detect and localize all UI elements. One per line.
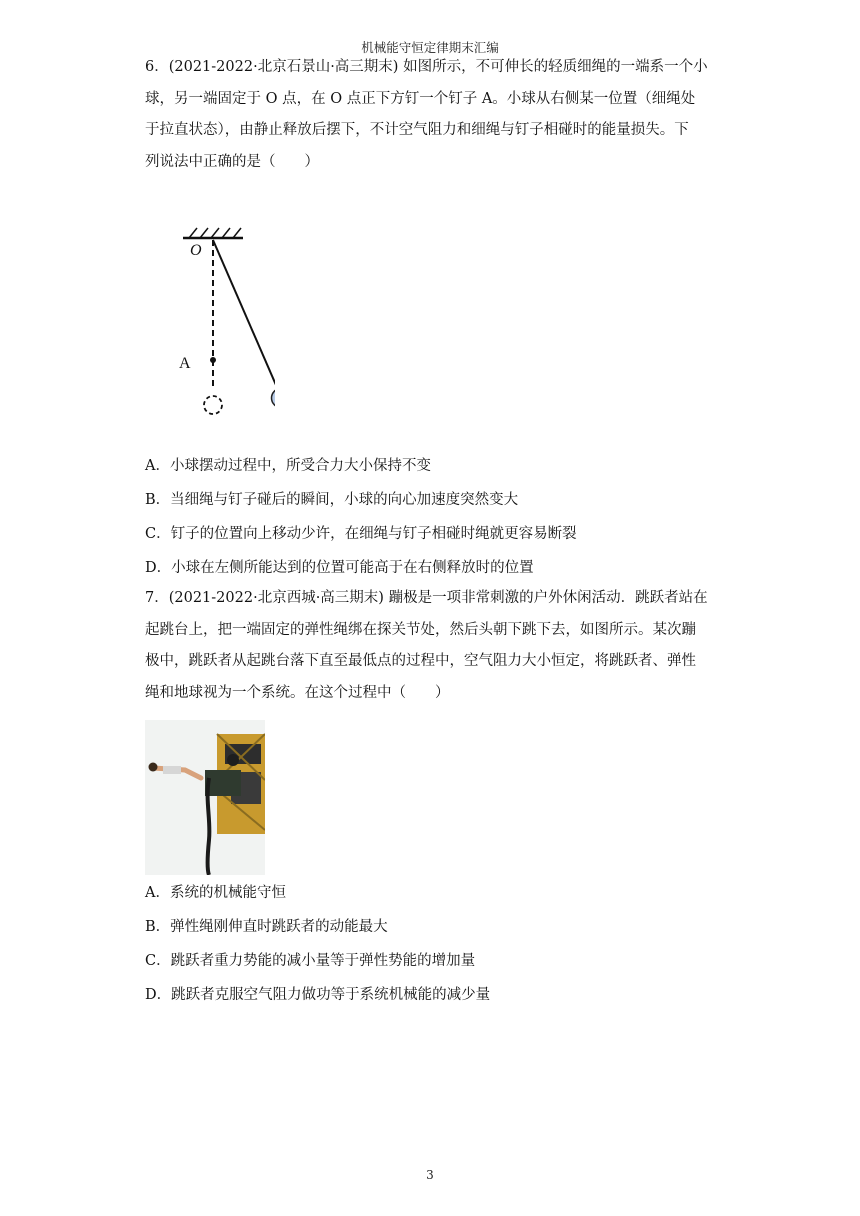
question-7-line: 绳和地球视为一个系统。在这个过程中（ ） [145, 684, 450, 701]
q7-option-c: C．跳跃者重力势能的减小量等于弹性势能的增加量 [145, 953, 476, 969]
question-7-line: 极中，跳跃者从起跳台落下直至最低点的过程中，空气阻力大小恒定，将跳跃者、弹性 [145, 653, 696, 669]
question-6-line: 球，另一端固定于 O 点，在 O 点正下方钉一个钉子 A。小球从右侧某一位置（细绳处 [145, 90, 696, 107]
question-6-line: 于拉直状态），由静止释放后摆下，不计空气阻力和细绳与钉子相碰时的能量损失。下 [145, 122, 689, 138]
q6-option-d: D．小球在左侧所能达到的位置可能高于在右侧释放时的位置 [145, 560, 534, 576]
platform-people [205, 770, 241, 796]
page-header: 机械能守恒定律期末汇编 [361, 40, 499, 55]
ball [272, 389, 276, 408]
question-7-line: 起跳台上，把一端固定的弹性绳绑在探关节处，然后头朝下跳下去，如图所示。某次蹦 [145, 621, 696, 638]
q7-option-b: B．弹性绳刚伸直时跳跃者的动能最大 [145, 919, 388, 935]
q7-option-d: D．跳跃者克服空气阻力做功等于系统机械能的减少量 [145, 987, 491, 1003]
q6-option-b: B．当细绳与钉子碰后的瞬间，小球的向心加速度突然变大 [145, 492, 519, 508]
string-line [213, 240, 275, 392]
q6-option-c: C．钉子的位置向上移动少许，在细绳与钉子相碰时绳就更容易断裂 [145, 526, 577, 542]
question-7-line: 7．(2021-2022·北京西城·高三期末) 蹦极是一项非常刺激的户外休闲活动．跳跃者站在 [145, 590, 708, 606]
q7-option-a: A．系统的机械能守恒 [145, 885, 286, 901]
ceiling-hatching [189, 228, 241, 238]
point-o-label: O [190, 242, 202, 259]
question-6-line: 列说法中正确的是（ ） [145, 153, 319, 170]
question-6-line: 6．(2021-2022·北京石景山·高三期末) 如图所示，不可伸长的轻质细绳的一端系一个小 [145, 59, 708, 75]
question-6-stem [145, 52, 720, 178]
q6-option-a: A．小球摆动过程中，所受合力大小保持不变 [145, 458, 431, 474]
point-a-label: A [179, 355, 191, 372]
page-number: 3 [426, 1168, 434, 1182]
bungee-cord [208, 778, 210, 875]
nail-point [210, 357, 216, 363]
pendulum-figure [165, 218, 275, 424]
dashed-ball [204, 396, 222, 414]
question-7-stem [145, 583, 720, 709]
bungee-photo [145, 720, 265, 875]
